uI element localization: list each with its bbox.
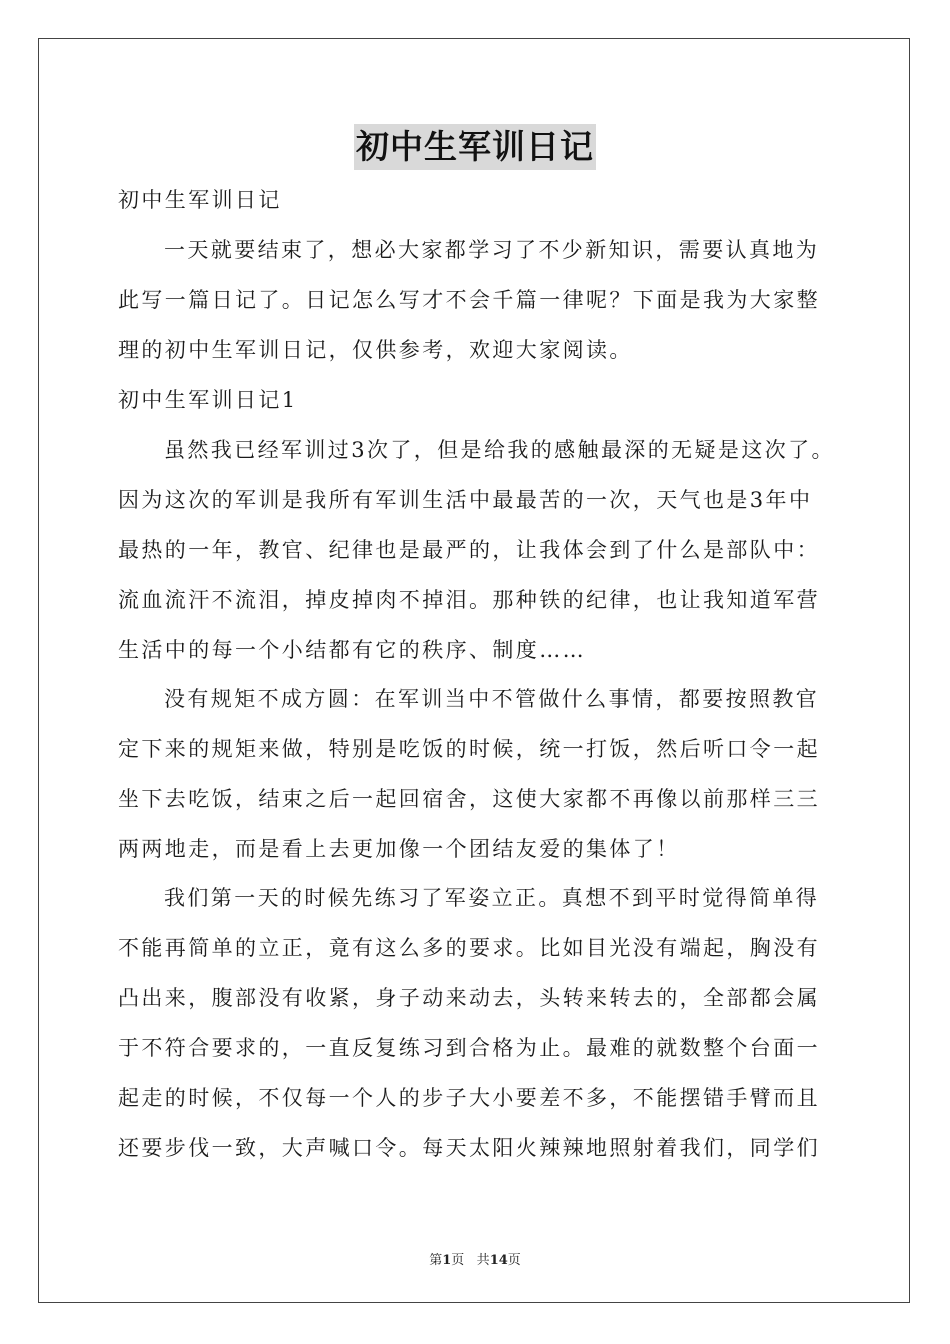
paragraph-line: 于不符合要求的，一直反复练习到合格为止。最难的就数整个台面一 [118,1036,820,1060]
page-suffix: 页 [451,1253,465,1268]
paragraph-line: 因为这次的军训是我所有军训生活中最最苦的一次，天气也是3年中 [118,488,813,512]
paragraph-line: 不能再简单的立正，竟有这么多的要求。比如目光没有端起，胸没有 [118,936,820,960]
intro-line: 此写一篇日记了。日记怎么写才不会千篇一律呢？下面是我为大家整 [118,288,820,312]
paragraph-line: 虽然我已经军训过3次了，但是给我的感触最深的无疑是这次了。 [164,438,835,462]
document-title: 初中生军训日记 [354,124,596,170]
paragraph-line: 定下来的规矩来做，特别是吃饭的时候，统一打饭，然后听口令一起 [118,737,820,761]
subtitle: 初中生军训日记 [118,188,282,212]
paragraph-line: 还要步伐一致，大声喊口令。每天太阳火辣辣地照射着我们，同学们 [118,1136,820,1160]
total-prefix: 共 [476,1253,490,1268]
page-prefix: 第 [429,1253,443,1268]
paragraph-line: 坐下去吃饭，结束之后一起回宿舍，这使大家都不再像以前那样三三 [118,787,820,811]
page-border [38,38,910,1303]
intro-line: 理的初中生军训日记，仅供参考，欢迎大家阅读。 [118,338,633,362]
paragraph-line: 起走的时候，不仅每一个人的步子大小要差不多，不能摆错手臂而且 [118,1086,820,1110]
section-heading: 初中生军训日记1 [118,388,298,412]
paragraph-line: 两两地走，而是看上去更加像一个团结友爱的集体了！ [118,837,680,861]
intro-line: 一天就要结束了，想必大家都学习了不少新知识，需要认真地为 [164,238,820,262]
paragraph-line: 生活中的每一个小结都有它的秩序、制度…… [118,638,586,662]
paragraph-line: 凸出来，腹部没有收紧，身子动来动去，头转来转去的，全部都会属 [118,986,820,1010]
paragraph-line: 最热的一年，教官、纪律也是最严的，让我体会到了什么是部队中： [118,538,820,562]
title-container [0,124,950,170]
paragraph-line: 没有规矩不成方圆：在军训当中不管做什么事情，都要按照教官 [164,687,820,711]
page-footer [0,1249,950,1268]
total-suffix: 页 [507,1253,521,1268]
paragraph-line: 流血流汗不流泪，掉皮掉肉不掉泪。那种铁的纪律，也让我知道军营 [118,588,820,612]
page-current: 1 [442,1253,452,1268]
page-total: 14 [489,1253,508,1268]
paragraph-line: 我们第一天的时候先练习了军姿立正。真想不到平时觉得简单得 [164,886,820,910]
